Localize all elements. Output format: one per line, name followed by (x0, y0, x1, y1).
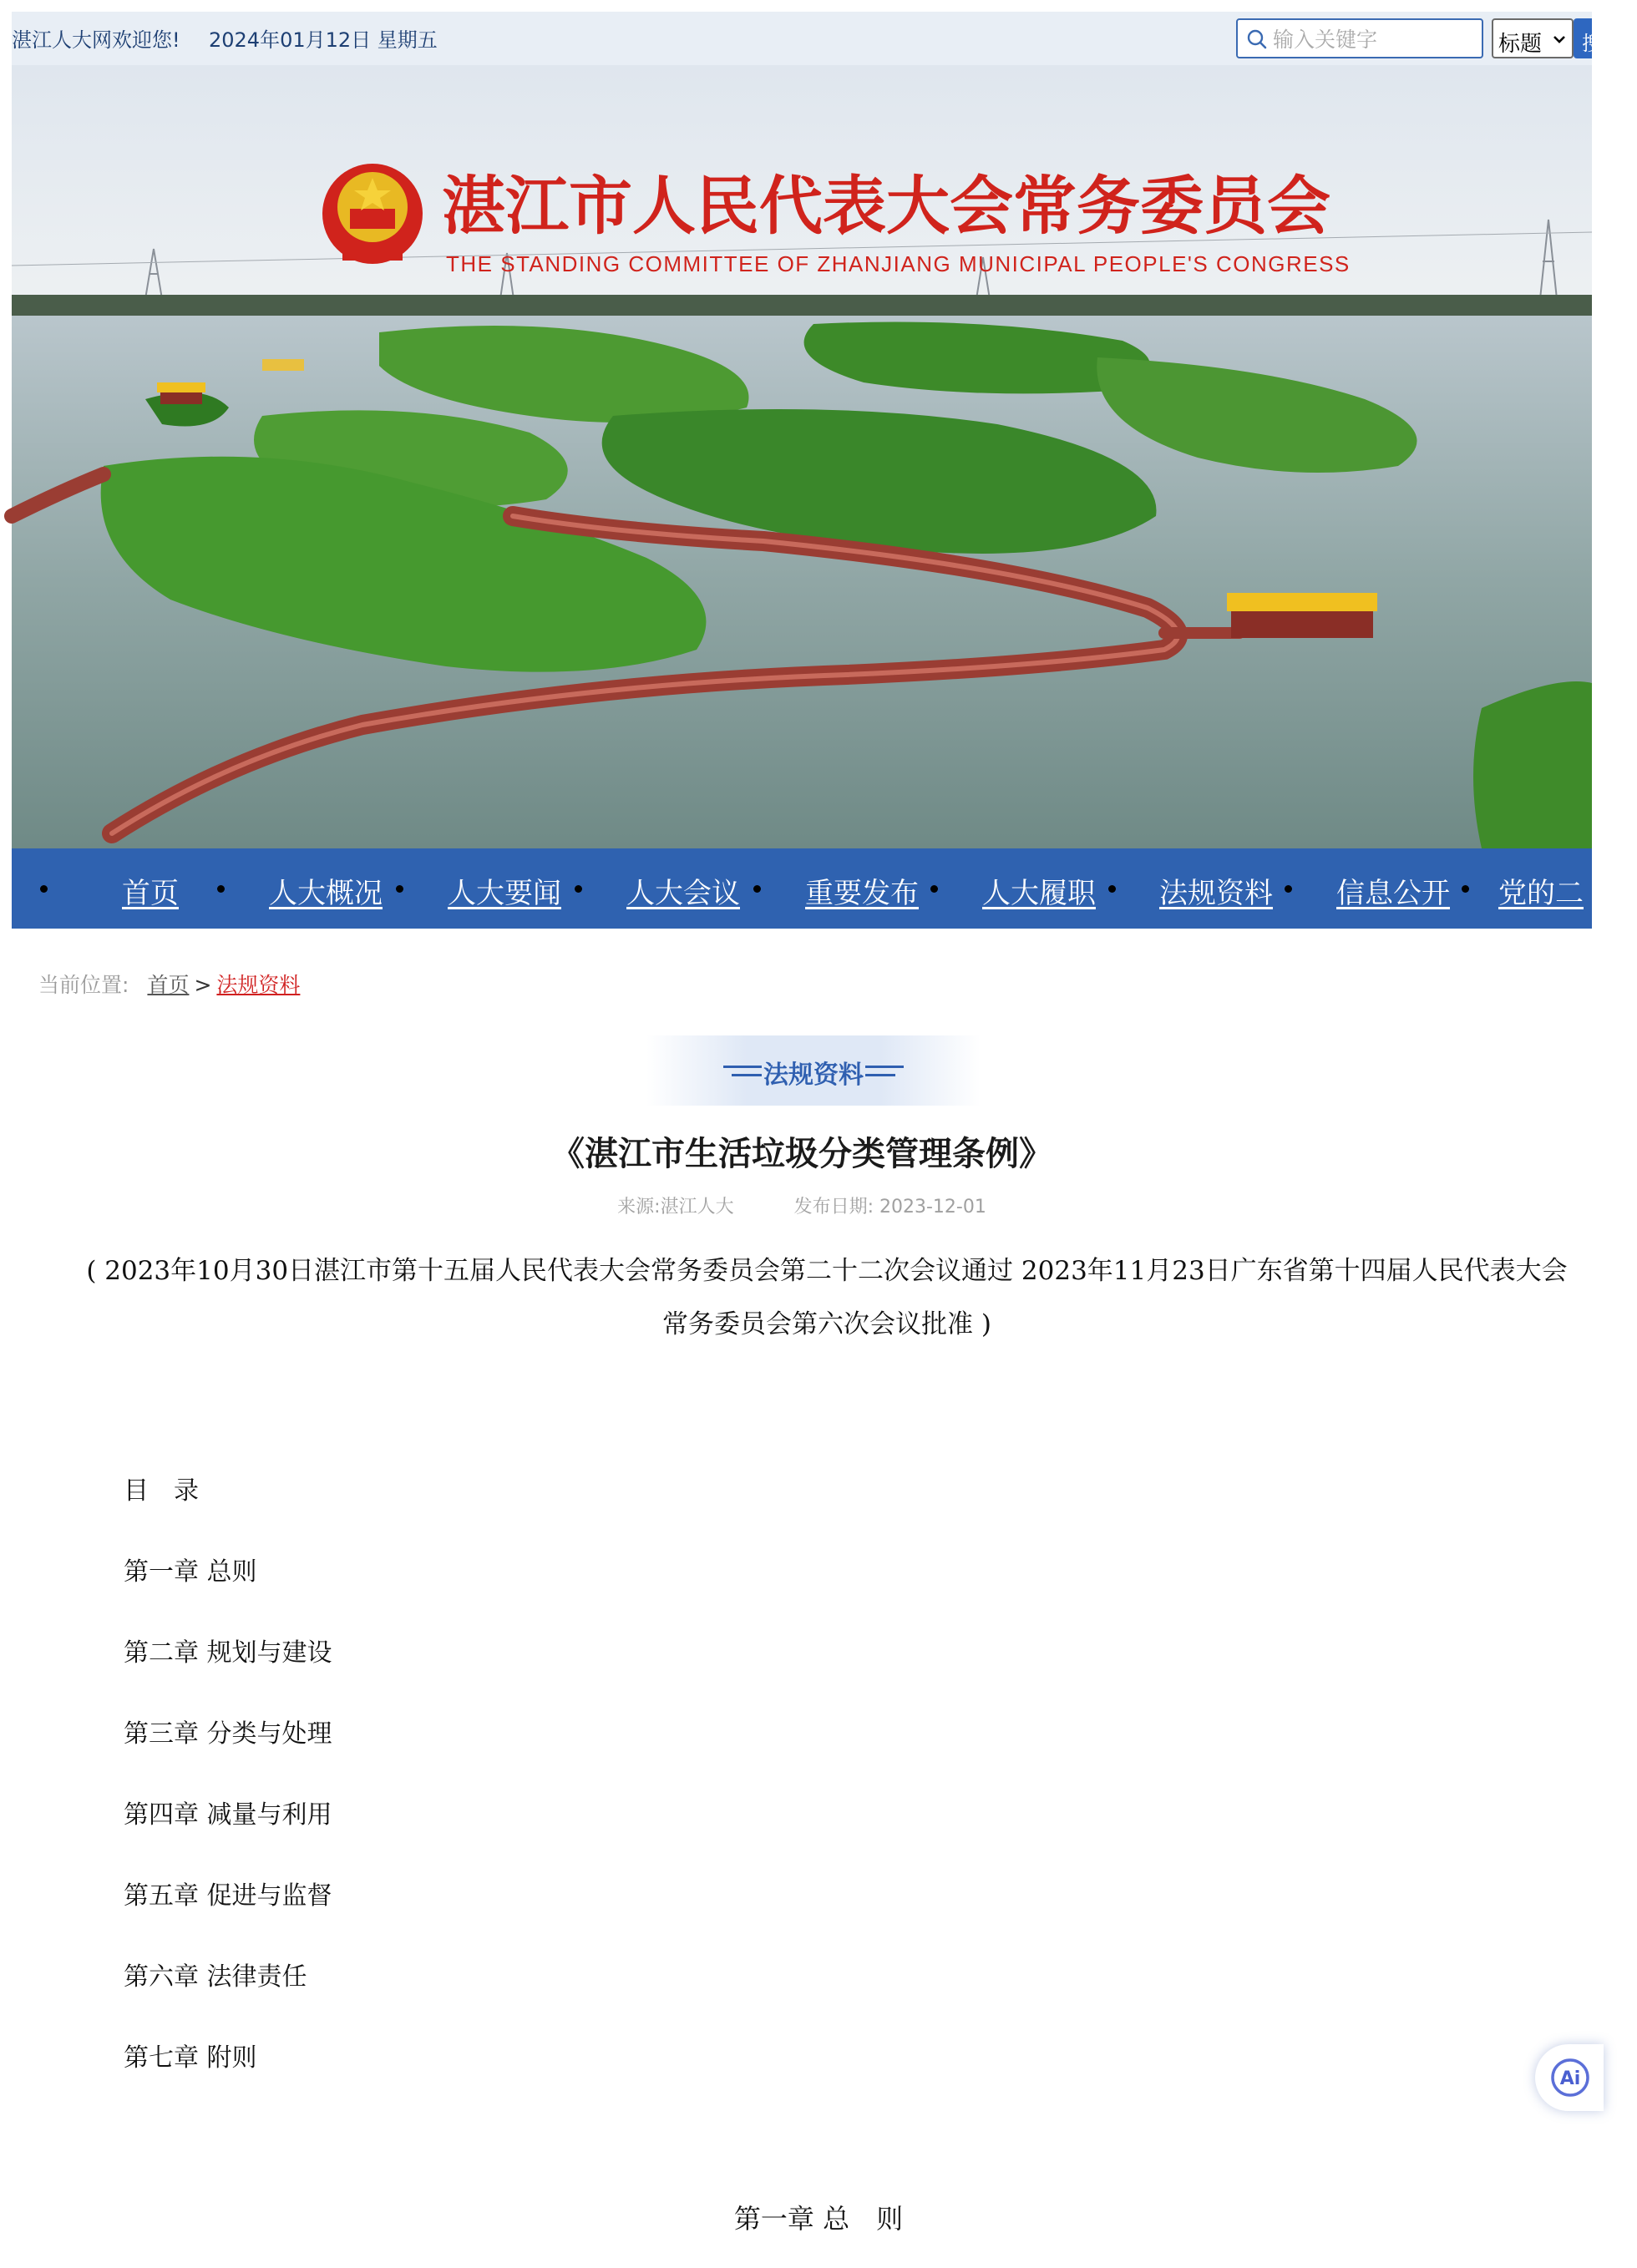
ai-label: Ai (1559, 2068, 1581, 2089)
ai-assistant-button[interactable] (1535, 2044, 1604, 2111)
nav-bullet (930, 885, 938, 893)
section-decoration-line (865, 1074, 895, 1076)
nav-item-releases[interactable]: 重要发布 (805, 877, 919, 910)
search-scope-value: 标题 (1498, 32, 1543, 57)
nav-item-overview[interactable]: 人大概况 (269, 877, 383, 910)
approval-line: ( 2023年10月30日湛江市第十五届人民代表大会常务委员会第二十二次会议通过 2023年11月23日广东省第十四届人民代表大会 (86, 1256, 1568, 1286)
nav-bullet (1285, 885, 1292, 893)
section-heading (646, 1035, 981, 1106)
article-publish-date: 发布日期: 2023-12-01 (793, 1197, 986, 1218)
search-icon (1246, 28, 1268, 50)
banner-title-en: THE STANDING COMMITTEE OF ZHANJIANG MUNICIPAL PEOPLE'S CONGRESS (446, 251, 1351, 276)
top-bar (12, 12, 1622, 65)
banner-title-cn: 湛江市人民代表大会常务委员会 (442, 169, 1330, 243)
banner-landscape-image (12, 65, 1592, 848)
ai-icon (1548, 2056, 1592, 2099)
article-meta (0, 1192, 1604, 1218)
chevron-down-icon (1552, 32, 1567, 47)
article-title: 《湛江市生活垃圾分类管理条例》 (551, 1135, 1052, 1173)
nav-bullet (753, 885, 761, 893)
search-button-label: 搜索 (1582, 32, 1622, 55)
breadcrumb-home-link[interactable]: 首页 (147, 973, 190, 997)
toc-item: 第六章 法律责任 (124, 1962, 307, 1992)
nav-item-party[interactable]: 党的二 (1498, 877, 1584, 910)
nav-item-regulations[interactable]: 法规资料 (1159, 877, 1273, 910)
national-emblem-icon (322, 164, 423, 264)
breadcrumb (38, 969, 300, 999)
search-button[interactable] (1574, 18, 1622, 58)
current-date: 2024年01月12日 星期五 (209, 28, 438, 52)
main-nav (12, 848, 1592, 929)
toc-title: 目 录 (124, 1476, 199, 1506)
nav-item-disclosure[interactable]: 信息公开 (1336, 877, 1450, 910)
nav-item-home[interactable]: 首页 (122, 877, 179, 910)
nav-item-news[interactable]: 人大要闻 (448, 877, 561, 910)
nav-bullet (40, 885, 48, 893)
approval-line: 常务委员会第六次会议批准 ) (662, 1309, 991, 1339)
nav-bullet (1462, 885, 1469, 893)
section-decoration-line (865, 1066, 904, 1068)
toc-item: 第五章 促进与监督 (124, 1881, 332, 1911)
header-banner (12, 65, 1592, 848)
nav-bullet (1108, 885, 1116, 893)
article-source: 来源:湛江人大 (617, 1197, 734, 1218)
search-scope-select[interactable] (1492, 18, 1574, 58)
search-input[interactable] (1273, 25, 1473, 53)
section-title: 法规资料 (763, 1061, 864, 1090)
nav-item-meetings[interactable]: 人大会议 (626, 877, 740, 910)
breadcrumb-prefix: 当前位置: (38, 973, 129, 997)
welcome-text: 湛江人大网欢迎您! (12, 28, 180, 52)
nav-bullet (396, 885, 403, 893)
toc-item: 第四章 减量与利用 (124, 1800, 332, 1830)
toc-item: 第七章 附则 (124, 2043, 257, 2073)
search-box[interactable] (1236, 18, 1483, 58)
nav-bullet (217, 885, 225, 893)
toc-item: 第二章 规划与建设 (124, 1638, 332, 1668)
nav-item-duties[interactable]: 人大履职 (982, 877, 1096, 910)
breadcrumb-current-link[interactable]: 法规资料 (216, 973, 301, 997)
toc-item: 第三章 分类与处理 (124, 1719, 332, 1749)
article-approval-note (84, 1244, 1570, 1351)
breadcrumb-separator: > (194, 973, 212, 997)
toc-item: 第一章 总则 (124, 1557, 257, 1587)
nav-bullet (575, 885, 582, 893)
chapter-heading: 第一章 总 则 (733, 2203, 904, 2235)
